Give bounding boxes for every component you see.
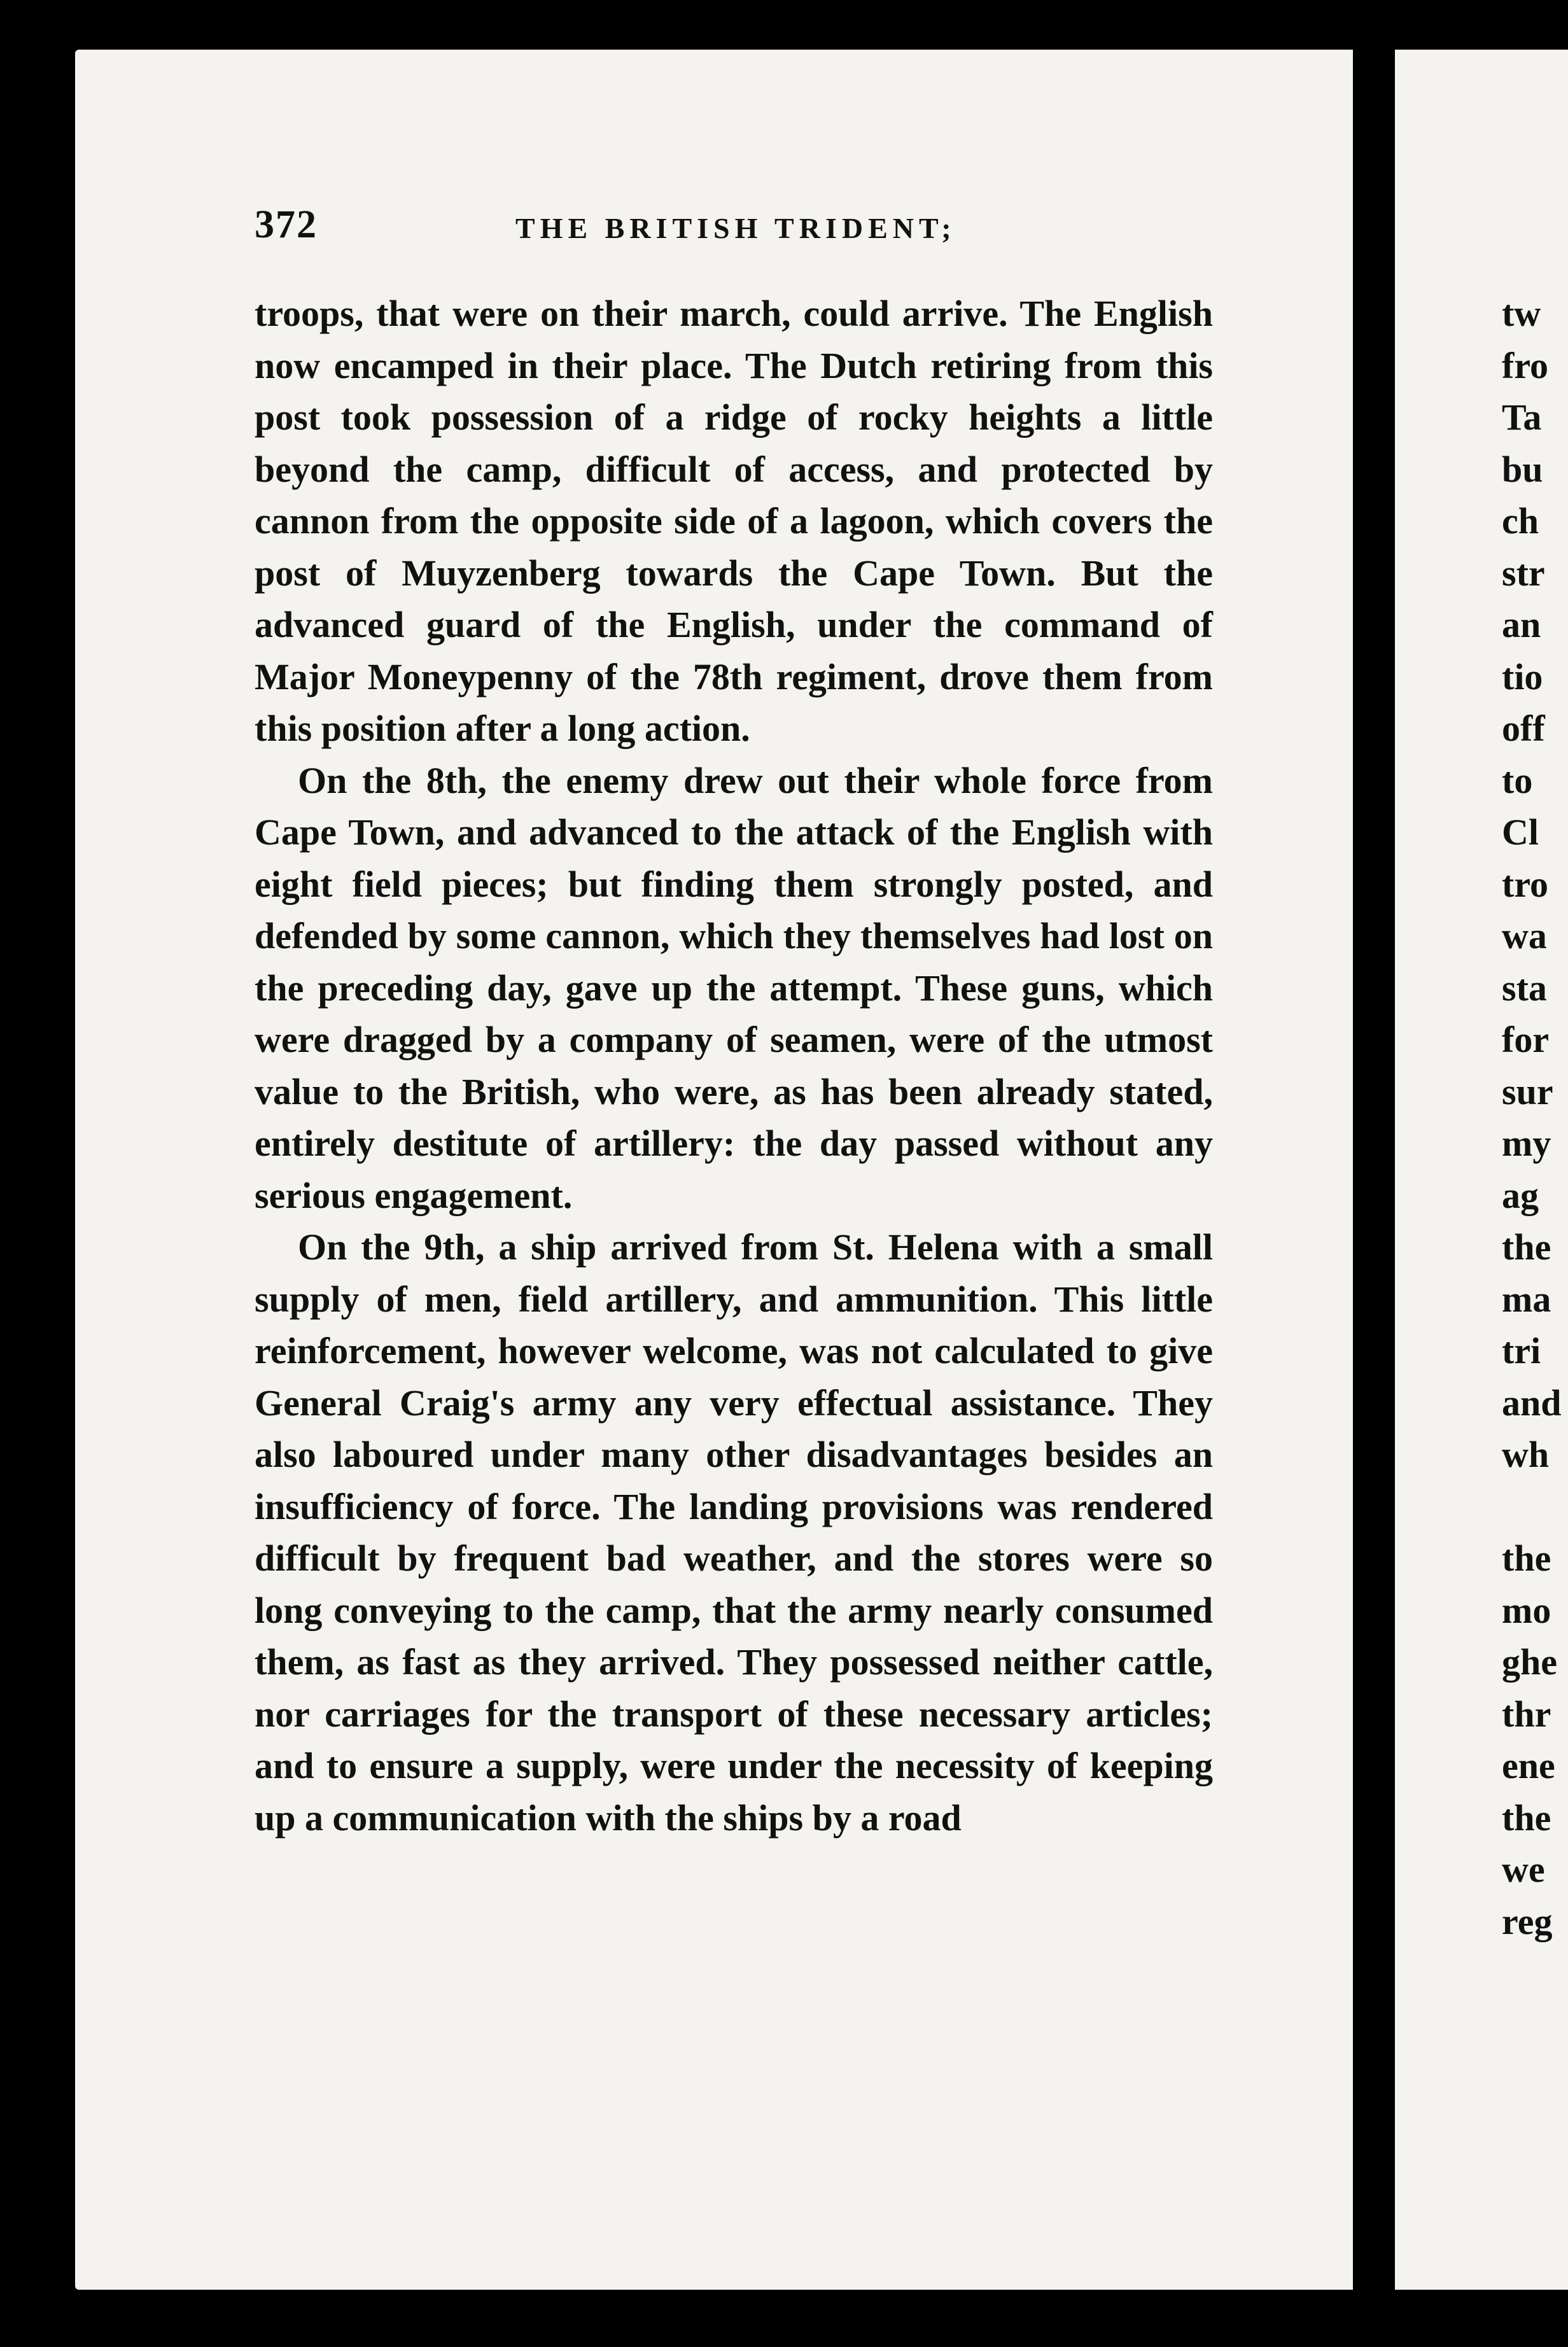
body-text: [255, 288, 1213, 1844]
facing-page-line: off: [1502, 708, 1545, 749]
paragraph-3: On the 9th, a ship arrived from St. Helena with a small supply of men, field artillery, and ammunition. This little reinforcement, however welcome, was not calculated to give General Craig's army any very effectual assistance. They also laboured under many other disadvantages besides an insufficiency of force. The landing provisions was rendered difficult by frequent bad weather, and the stores were so long conveying to the camp, that the army nearly consumed them, as fast as they arrived. They possessed neither cattle, nor carriages for the transport of these necessary articles; and to ensure a supply, were under the necessity of keeping up a communication with the ships by a road: [255, 1226, 1213, 1839]
facing-page-line: wa: [1502, 915, 1547, 956]
facing-page-line: fro: [1502, 344, 1549, 386]
facing-page-line: ma: [1502, 1278, 1551, 1320]
facing-page-line: tri: [1502, 1330, 1541, 1371]
page-number: 372: [255, 203, 318, 246]
facing-page-line: ch: [1502, 500, 1539, 542]
facing-page-line: thr: [1502, 1693, 1551, 1735]
facing-page-line: an: [1502, 604, 1541, 645]
facing-page-line: [1502, 1481, 1562, 1533]
facing-page-line: the: [1502, 1797, 1551, 1839]
facing-page-line: sta: [1502, 967, 1547, 1009]
running-title: THE BRITISH TRIDENT;: [515, 212, 956, 244]
facing-page-line: tio: [1502, 655, 1543, 697]
facing-page-line: mo: [1502, 1589, 1551, 1631]
facing-page-line: wh: [1502, 1434, 1550, 1475]
facing-page-line: Ta: [1502, 396, 1542, 438]
facing-page-line: ag: [1502, 1174, 1539, 1216]
facing-page-line: ene: [1502, 1745, 1555, 1786]
facing-page-line: for: [1502, 1019, 1550, 1060]
facing-page-line: reg: [1502, 1900, 1553, 1942]
facing-page-line: tw: [1502, 293, 1541, 334]
facing-page-line: sur: [1502, 1070, 1553, 1112]
facing-page-line: my: [1502, 1123, 1551, 1164]
paragraph-1: troops, that were on their march, could arrive. The English now encamped in their place. The Dutch retiring from this post took possession of a ridge of rocky heights a little beyond the camp, difficult of access, and protected by cannon from the opposite side of a lagoon, which covers the post of Muyzenberg towards the Cape Town. But the advanced guard of the English, under the command of Major Moneypenny of the 78th regiment, drove them from this position after a long action.: [255, 293, 1213, 749]
facing-page-line: we: [1502, 1849, 1545, 1890]
facing-page-line: and: [1502, 1382, 1562, 1424]
facing-page-line: bu: [1502, 448, 1543, 490]
paragraph-2: On the 8th, the enemy drew out their whole force from Cape Town, and advanced to the attack of the English with eight field pieces; but finding them strongly posted, and defended by some cannon, which they themselves had lost on the preceding day, gave up the attempt. These guns, which were dragged by a company of seamen, were of the utmost value to the British, who were, as has been already stated, entirely destitute of artillery: the day passed without any serious engagement.: [255, 759, 1213, 1216]
facing-page-line: the: [1502, 1226, 1551, 1268]
facing-page-line: Cl: [1502, 811, 1539, 853]
facing-page-line: the: [1502, 1538, 1551, 1579]
facing-page-line: ghe: [1502, 1641, 1557, 1683]
running-header: [255, 202, 1209, 253]
facing-page-text: [1502, 288, 1562, 1947]
facing-page-line: str: [1502, 552, 1545, 594]
book-gutter: [1353, 38, 1395, 2347]
facing-page-line: to: [1502, 759, 1533, 801]
facing-page-line: tro: [1502, 863, 1549, 905]
